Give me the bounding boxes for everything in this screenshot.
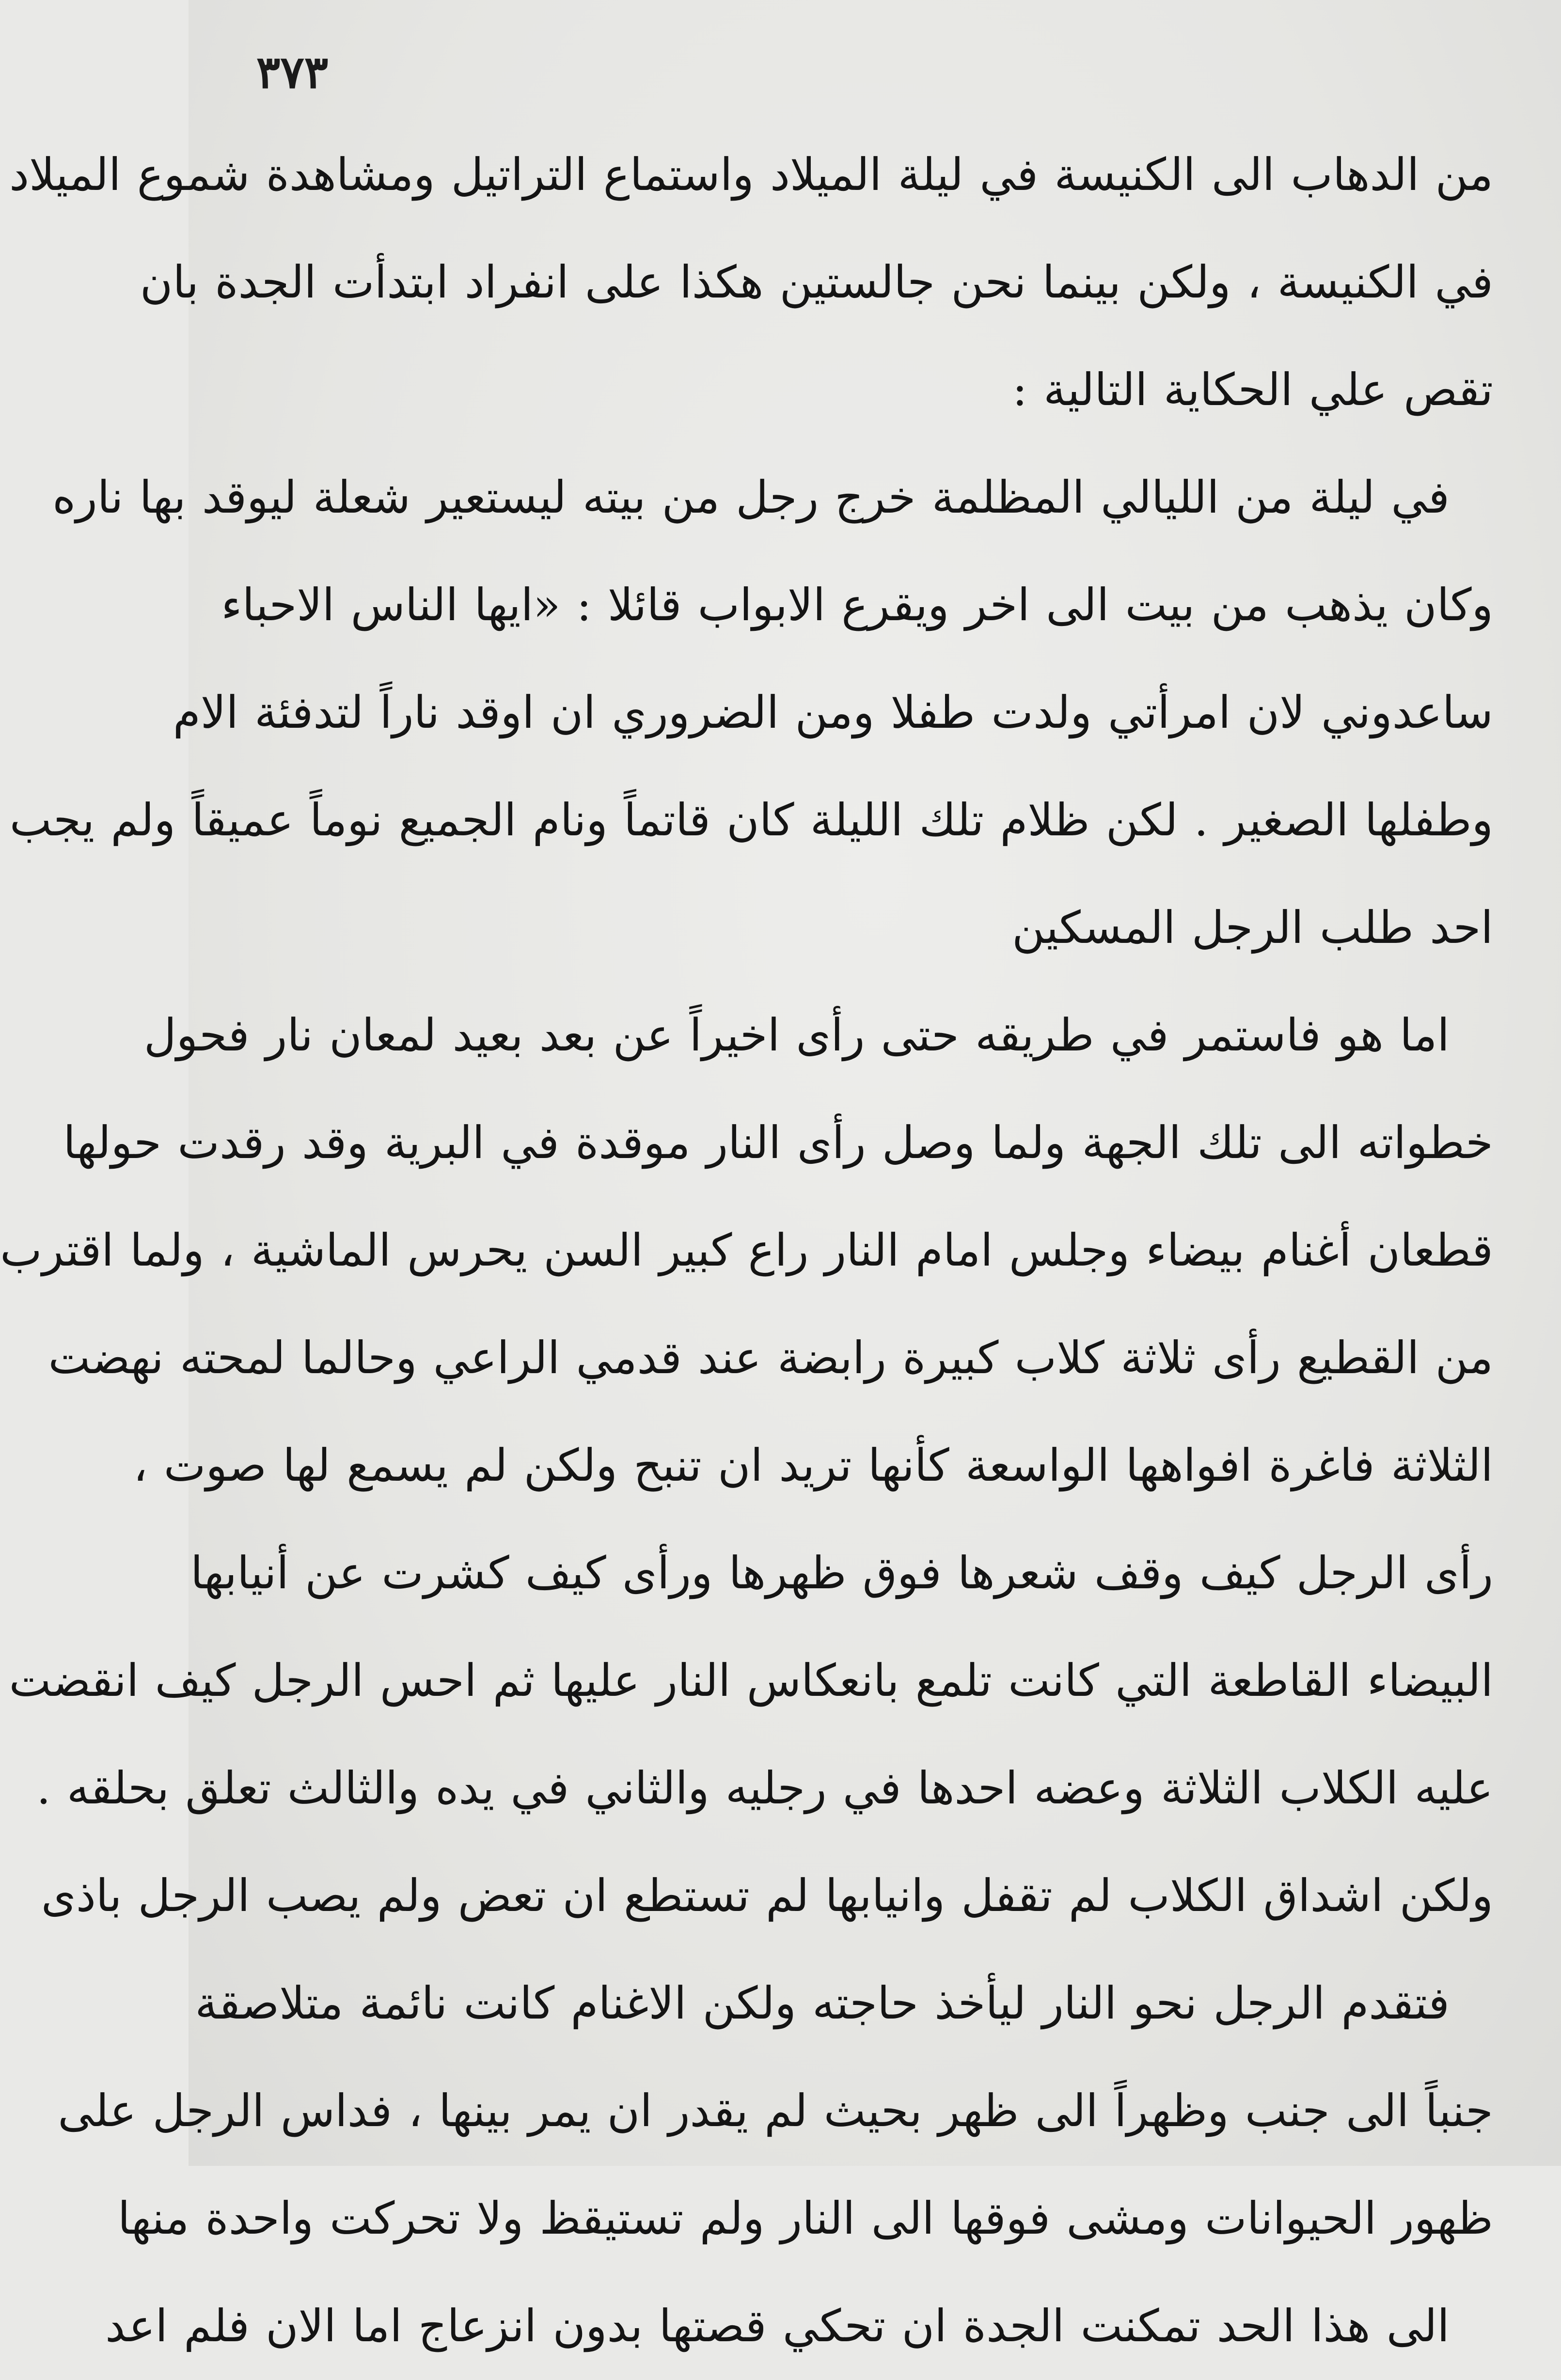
text-line: الثلاثة فاغرة افواهها الواسعة كأنها تريد ان تنبح ولكن لم يسمع لها صوت ،	[133, 1440, 1493, 1491]
text-line: في الكنيسة ، ولكن بينما نحن جالستين هكذا على انفراد ابتدأت الجدة بان	[140, 256, 1493, 308]
text-line: ساعدوني لان امرأتي ولدت طفلا ومن الضروري ان اوقد ناراً لتدفئة الام	[173, 687, 1493, 738]
text-line: البيضاء القاطعة التي كانت تلمع بانعكاس النار عليها ثم احس الرجل كيف انقضت	[9, 1655, 1493, 1707]
text-line: رأى الرجل كيف وقف شعرها فوق ظهرها ورأى كيف كشرت عن أنيابها	[190, 1547, 1493, 1599]
text-line: تقص علي الحكاية التالية :	[1012, 364, 1493, 416]
text-line: اما هو فاستمر في طريقه حتى رأى اخيراً عن بعد بعيد لمعان نار فحول	[143, 1009, 1450, 1061]
text-line: احد طلب الرجل المسكين	[1012, 902, 1493, 954]
text-line: ولكن اشداق الكلاب لم تقفل وانيابها لم تستطع ان تعض ولم يصب الرجل باذى	[41, 1870, 1493, 1922]
page-number: ٣٧٣	[256, 46, 329, 98]
text-line: عليه الكلاب الثلاثة وعضه احدها في رجليه والثاني في يده والثالث تعلق بحلقه .	[36, 1762, 1493, 1814]
text-line: وطفلها الصغير . لكن ظلام تلك الليلة كان قاتماً ونام الجميع نوماً عميقاً ولم يجب	[9, 794, 1493, 846]
text-line: وكان يذهب من بيت الى اخر ويقرع الابواب قائلا : «ايها الناس الاحباء	[221, 579, 1493, 631]
text-line: فتقدم الرجل نحو النار ليأخذ حاجته ولكن الاغنام كانت نائمة متلاصقة	[195, 1977, 1450, 2029]
text-line: من الدهاب الى الكنيسة في ليلة الميلاد واستماع التراتيل ومشاهدة شموع الميلاد	[9, 149, 1493, 201]
text-line: جنباً الى جنب وظهراً الى ظهر بحيث لم يقدر ان يمر بينها ، فداس الرجل على	[58, 2085, 1493, 2137]
text-line: خطواته الى تلك الجهة ولما وصل رأى النار موقدة في البرية وقد رقدت حولها	[63, 1117, 1493, 1169]
body-text	[0, 121, 1493, 2380]
text-line: ظهور الحيوانات ومشى فوقها الى النار ولم تستيقظ ولا تحركت واحدة منها	[117, 2192, 1493, 2244]
text-line: من القطيع رأى ثلاثة كلاب كبيرة رابضة عند قدمي الراعي وحالما لمحته نهضت	[48, 1332, 1493, 1384]
text-line: قطعان أغنام بيضاء وجلس امام النار راع كبير السن يحرس الماشية ، ولما اقترب	[0, 1224, 1493, 1276]
text-line: الى هذا الحد تمكنت الجدة ان تحكي قصتها بدون انزعاج اما الان فلم اعد	[105, 2300, 1450, 2352]
text-line: في ليلة من الليالي المظلمة خرج رجل من بيته ليستعير شعلة ليوقد بها ناره	[52, 471, 1450, 523]
